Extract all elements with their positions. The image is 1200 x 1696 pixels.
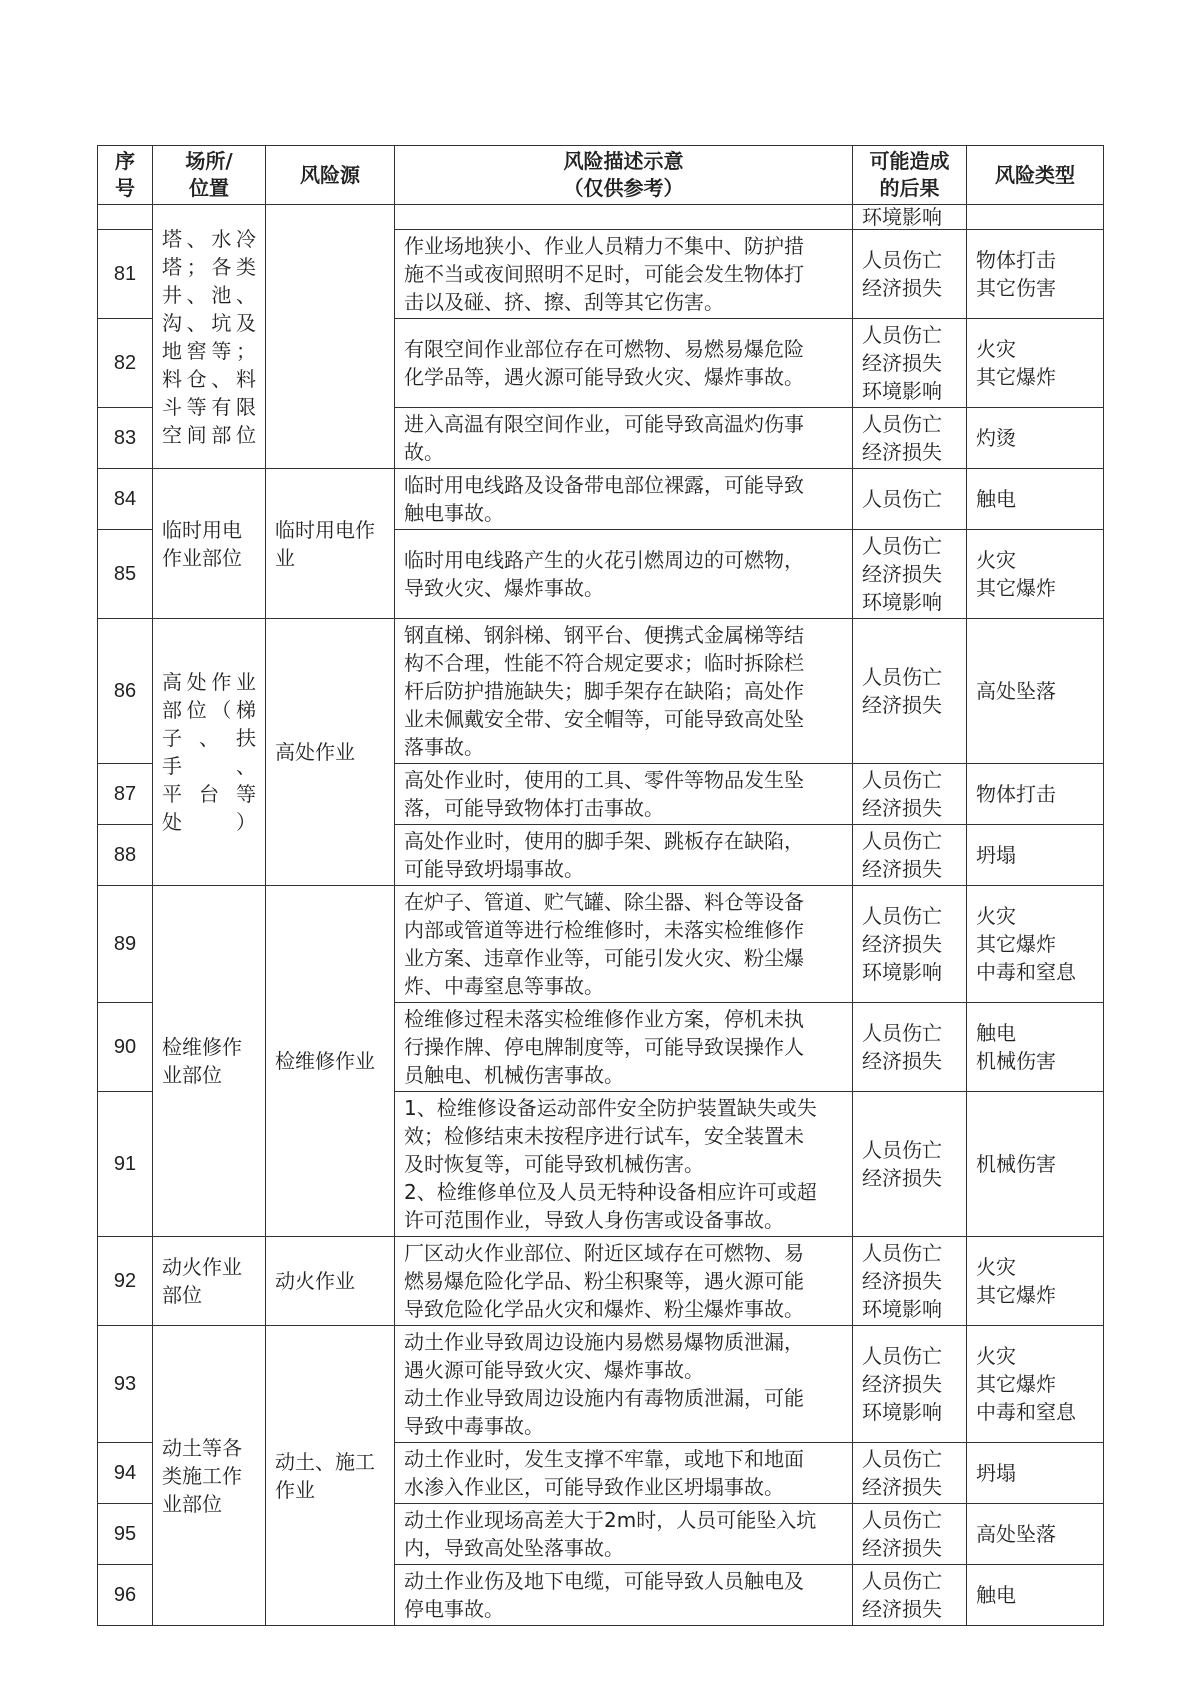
cell-line: 故。 xyxy=(404,440,444,464)
source-cell xyxy=(266,1326,395,1626)
description-cell xyxy=(395,825,853,886)
risk-type-cell xyxy=(967,1092,1104,1237)
cell-line: 动火作业 xyxy=(275,1269,355,1293)
consequence-cell xyxy=(853,1326,967,1443)
cell-line: 高处作业 xyxy=(162,670,256,694)
cell-line: 经济损失 xyxy=(862,857,942,881)
description-cell xyxy=(395,1504,853,1565)
description-cell xyxy=(395,886,853,1003)
cell-line: 人员伤亡 xyxy=(862,1241,942,1265)
cell-line: 类施工作 xyxy=(162,1463,242,1488)
header-no: 序 号 xyxy=(98,146,153,205)
cell-line: 业部位 xyxy=(162,1491,222,1516)
row-number xyxy=(98,205,153,230)
source-cell xyxy=(266,205,395,469)
cell-line: 高处坠落 xyxy=(976,679,1056,703)
cell-line: 其它爆炸 xyxy=(976,365,1056,389)
cell-line: 中毒和窒息 xyxy=(976,960,1076,984)
risk-type-cell xyxy=(967,469,1104,530)
cell-line: 其它爆炸 xyxy=(976,576,1056,600)
consequence-cell xyxy=(853,408,967,469)
cell-line: 动火作业 xyxy=(162,1255,242,1279)
cell-line: 有限空间作业部位存在可燃物、易燃易爆危险 xyxy=(404,337,804,361)
cell-line: 内，导致高处坠落事故。 xyxy=(404,1536,624,1560)
cell-line: 内部或管道等进行检维修时，未落实检维修作 xyxy=(404,918,804,942)
cell-line: 触电 xyxy=(976,487,1016,511)
risk-type-cell xyxy=(967,619,1104,764)
table-row xyxy=(98,886,1104,1003)
risk-type-cell xyxy=(967,319,1104,408)
cell-line: 火灾 xyxy=(976,1255,1016,1279)
cell-line: 塔；各类 xyxy=(162,254,256,279)
row-number: 81 xyxy=(98,230,153,319)
cell-line: 人员伤亡 xyxy=(862,1021,942,1045)
cell-line: 高处作业 xyxy=(275,740,355,764)
row-number: 90 xyxy=(98,1003,153,1092)
row-number: 84 xyxy=(98,469,153,530)
cell-line: 子、扶手、 xyxy=(162,726,256,778)
cell-line: 斗等有限 xyxy=(162,394,256,419)
cell-line: 物体打击 xyxy=(976,248,1056,272)
description-cell xyxy=(395,319,853,408)
cell-line: 火灾 xyxy=(976,548,1016,572)
cell-line: 动土作业导致周边设施内有毒物质泄漏，可能 xyxy=(404,1386,804,1410)
cell-line: 经济损失 xyxy=(862,693,942,717)
cell-line: 人员伤亡 xyxy=(862,1447,942,1471)
cell-line: 平 台 等 xyxy=(162,782,256,806)
cell-line: 经济损失 xyxy=(862,276,942,300)
cell-line: 料仓、料 xyxy=(162,366,256,391)
cell-line: 其它伤害 xyxy=(976,276,1056,300)
cell-line: 进入高温有限空间作业，可能导致高温灼伤事 xyxy=(404,412,804,436)
cell-line: 环境影响 xyxy=(862,590,942,614)
cell-line: 导致中毒事故。 xyxy=(404,1414,544,1438)
risk-table xyxy=(97,145,1104,1626)
risk-type-cell xyxy=(967,1003,1104,1092)
cell-line: 坍塌 xyxy=(976,1461,1016,1485)
cell-line: 人员伤亡 xyxy=(862,665,942,689)
header-type: 风险类型 xyxy=(967,146,1104,205)
cell-line: 井、池、 xyxy=(162,282,256,307)
cell-line: 环境影响 xyxy=(862,960,942,984)
cell-line: 经济损失 xyxy=(862,1597,942,1621)
cell-line: 1、检维修设备运动部件安全防护装置缺失或失 xyxy=(404,1096,817,1120)
cell-line: 临时用电作 xyxy=(275,517,375,542)
table-row xyxy=(98,1237,1104,1326)
row-number: 91 xyxy=(98,1092,153,1237)
risk-type-cell xyxy=(967,408,1104,469)
cell-line: 临时用电 xyxy=(162,517,242,542)
risk-type-cell xyxy=(967,886,1104,1003)
consequence-cell xyxy=(853,1237,967,1326)
cell-line: 经济损失 xyxy=(862,1475,942,1499)
description-cell xyxy=(395,1326,853,1443)
row-number: 86 xyxy=(98,619,153,764)
consequence-cell xyxy=(853,1443,967,1504)
row-number: 85 xyxy=(98,530,153,619)
cell-line: 在炉子、管道、贮气罐、除尘器、料仓等设备 xyxy=(404,890,804,914)
cell-line: 触电 xyxy=(976,1583,1016,1607)
cell-line: 作业场地狭小、作业人员精力不集中、防护措 xyxy=(404,234,804,258)
consequence-cell xyxy=(853,469,967,530)
consequence-cell xyxy=(853,1003,967,1092)
cell-line: 高处作业时，使用的工具、零件等物品发生坠 xyxy=(404,768,804,792)
cell-line: 检维修过程未落实检维修作业方案，停机未执 xyxy=(404,1007,804,1031)
cell-line: 临时用电线路及设备带电部位裸露，可能导致 xyxy=(404,473,804,497)
cell-line: 触电 xyxy=(976,1021,1016,1045)
cell-line: 坍塌 xyxy=(976,843,1016,867)
table-row xyxy=(98,1326,1104,1443)
cell-line: 作业 xyxy=(275,1477,315,1502)
risk-type-cell xyxy=(967,1237,1104,1326)
cell-line: 炸、中毒窒息等事故。 xyxy=(404,974,604,998)
consequence-cell xyxy=(853,886,967,1003)
cell-line: 人员伤亡 xyxy=(862,1138,942,1162)
consequence-cell xyxy=(853,764,967,825)
cell-line: 火灾 xyxy=(976,337,1016,361)
cell-line: 业 xyxy=(275,545,295,570)
cell-line: 经济损失 xyxy=(862,1166,942,1190)
cell-line: 高处作业时，使用的脚手架、跳板存在缺陷， xyxy=(404,829,804,853)
risk-type-cell xyxy=(967,1326,1104,1443)
consequence-cell xyxy=(853,205,967,230)
cell-line: 化学品等，遇火源可能导致火灾、爆炸事故。 xyxy=(404,365,804,389)
description-cell xyxy=(395,205,853,230)
risk-type-cell xyxy=(967,764,1104,825)
consequence-cell xyxy=(853,319,967,408)
cell-line: 业部位 xyxy=(162,1063,222,1087)
cell-line: 人员伤亡 xyxy=(862,768,942,792)
cell-line: 高处坠落 xyxy=(976,1522,1056,1546)
row-number: 87 xyxy=(98,764,153,825)
consequence-cell xyxy=(853,825,967,886)
cell-line: 业方案、违章作业等，可能引发火灾、粉尘爆 xyxy=(404,946,804,970)
cell-line: 沟、坑及 xyxy=(162,310,256,335)
cell-line: 经济损失 xyxy=(862,562,942,586)
cell-line: 经济损失 xyxy=(862,1269,942,1293)
cell-line: 其它爆炸 xyxy=(976,932,1056,956)
cell-line: 人员伤亡 xyxy=(862,412,942,436)
cell-line: 施不当或夜间照明不足时，可能会发生物体打 xyxy=(404,262,804,286)
consequence-cell xyxy=(853,1504,967,1565)
cell-line: 及时恢复等，可能导致机械伤害。 xyxy=(404,1152,704,1176)
cell-line: 落，可能导致物体打击事故。 xyxy=(404,796,664,820)
risk-type-cell xyxy=(967,1443,1104,1504)
cell-line: 燃易爆危险化学品、粉尘积聚等，遇火源可能 xyxy=(404,1269,804,1293)
cell-line: 动土作业导致周边设施内易燃易爆物质泄漏， xyxy=(404,1330,804,1354)
description-cell xyxy=(395,1565,853,1626)
description-cell xyxy=(395,764,853,825)
row-number: 93 xyxy=(98,1326,153,1443)
consequence-cell xyxy=(853,530,967,619)
cell-line: 处） xyxy=(162,810,256,834)
cell-line: 动土作业时，发生支撑不牢靠，或地下和地面 xyxy=(404,1447,804,1471)
description-cell xyxy=(395,1003,853,1092)
cell-line: 动土等各 xyxy=(162,1435,242,1460)
cell-line: 经济损失 xyxy=(862,1049,942,1073)
cell-line: 环境影响 xyxy=(862,205,942,229)
source-cell xyxy=(266,1237,395,1326)
cell-line: 环境影响 xyxy=(862,379,942,403)
description-cell xyxy=(395,1092,853,1237)
cell-line: 人员伤亡 xyxy=(862,904,942,928)
place-cell xyxy=(153,1326,266,1626)
row-number: 95 xyxy=(98,1504,153,1565)
cell-line: 人员伤亡 xyxy=(862,487,942,511)
consequence-cell xyxy=(853,1565,967,1626)
cell-line: 机械伤害 xyxy=(976,1049,1056,1073)
row-number: 82 xyxy=(98,319,153,408)
cell-line: 人员伤亡 xyxy=(862,323,942,347)
cell-line: 其它爆炸 xyxy=(976,1283,1056,1307)
description-cell xyxy=(395,469,853,530)
cell-line: 地窖等； xyxy=(162,338,256,363)
cell-line: 人员伤亡 xyxy=(862,829,942,853)
cell-line: 环境影响 xyxy=(862,1400,942,1424)
source-cell xyxy=(266,619,395,886)
cell-line: 中毒和窒息 xyxy=(976,1400,1076,1424)
cell-line: 许可范围作业，导致人身伤害或设备事故。 xyxy=(404,1208,784,1232)
table-row xyxy=(98,619,1104,764)
cell-line: 效；检修结束未按程序进行试车，安全装置未 xyxy=(404,1124,804,1148)
cell-line: 导致火灾、爆炸事故。 xyxy=(404,576,604,600)
cell-line: 塔、水冷 xyxy=(162,226,256,251)
description-cell xyxy=(395,230,853,319)
place-cell xyxy=(153,205,266,469)
cell-line: 厂区动火作业部位、附近区域存在可燃物、易 xyxy=(404,1241,804,1265)
header-desc: 风险描述示意 （仅供参考） xyxy=(395,146,853,205)
description-cell xyxy=(395,1443,853,1504)
place-cell xyxy=(153,619,266,886)
description-cell xyxy=(395,408,853,469)
cell-line: 击以及碰、挤、擦、刮等其它伤害。 xyxy=(404,290,724,314)
cell-line: 人员伤亡 xyxy=(862,1508,942,1532)
risk-type-cell xyxy=(967,530,1104,619)
description-cell xyxy=(395,619,853,764)
cell-line: 检维修作业 xyxy=(275,1049,375,1073)
place-cell xyxy=(153,469,266,619)
cell-line: 动土作业伤及地下电缆，可能导致人员触电及 xyxy=(404,1569,804,1593)
cell-line: 经济损失 xyxy=(862,351,942,375)
cell-line: 停电事故。 xyxy=(404,1597,504,1621)
cell-line: 水渗入作业区，可能导致作业区坍塌事故。 xyxy=(404,1475,784,1499)
place-cell xyxy=(153,886,266,1237)
cell-line: 钢直梯、钢斜梯、钢平台、便携式金属梯等结 xyxy=(404,623,804,647)
cell-line: 环境影响 xyxy=(862,1297,942,1321)
row-number: 94 xyxy=(98,1443,153,1504)
cell-line: 遇火源可能导致火灾、爆炸事故。 xyxy=(404,1358,704,1382)
cell-line: 构不合理，性能不符合规定要求；临时拆除栏 xyxy=(404,651,804,675)
header-row xyxy=(98,146,1104,205)
cell-line: 部位（梯 xyxy=(162,698,256,722)
row-number: 96 xyxy=(98,1565,153,1626)
risk-type-cell xyxy=(967,230,1104,319)
cell-line: 人员伤亡 xyxy=(862,1569,942,1593)
cell-line: 临时用电线路产生的火花引燃周边的可燃物， xyxy=(404,548,804,572)
cell-line: 空间部位 xyxy=(162,422,256,447)
cell-line: 经济损失 xyxy=(862,1372,942,1396)
cell-line: 作业部位 xyxy=(162,545,242,570)
table-row xyxy=(98,469,1104,530)
description-cell xyxy=(395,530,853,619)
cell-line: 机械伤害 xyxy=(976,1152,1056,1176)
header-source: 风险源 xyxy=(266,146,395,205)
cell-line: 可能导致坍塌事故。 xyxy=(404,857,584,881)
cell-line: 2、检维修单位及人员无特种设备相应许可或超 xyxy=(404,1180,817,1204)
cell-line: 部位 xyxy=(162,1283,202,1307)
cell-line: 经济损失 xyxy=(862,1536,942,1560)
cell-line: 动土作业现场高差大于2m时，人员可能坠入坑 xyxy=(404,1508,817,1532)
table-body xyxy=(98,205,1104,1626)
cell-line: 人员伤亡 xyxy=(862,1344,942,1368)
cell-line: 导致危险化学品火灾和爆炸、粉尘爆炸事故。 xyxy=(404,1297,804,1321)
cell-line: 人员伤亡 xyxy=(862,248,942,272)
place-cell xyxy=(153,1237,266,1326)
risk-type-cell xyxy=(967,1504,1104,1565)
header-place: 场所/ 位置 xyxy=(153,146,266,205)
consequence-cell xyxy=(853,230,967,319)
cell-line: 检维修作 xyxy=(162,1035,242,1059)
source-cell xyxy=(266,469,395,619)
row-number: 92 xyxy=(98,1237,153,1326)
row-number: 89 xyxy=(98,886,153,1003)
cell-line: 人员伤亡 xyxy=(862,534,942,558)
cell-line: 物体打击 xyxy=(976,782,1056,806)
cell-line: 经济损失 xyxy=(862,796,942,820)
risk-type-cell xyxy=(967,1565,1104,1626)
row-number: 83 xyxy=(98,408,153,469)
cell-line: 火灾 xyxy=(976,904,1016,928)
cell-line: 落事故。 xyxy=(404,735,484,759)
cell-line: 经济损失 xyxy=(862,932,942,956)
cell-line: 行操作牌、停电牌制度等，可能导致误操作人 xyxy=(404,1035,804,1059)
risk-type-cell xyxy=(967,205,1104,230)
source-cell xyxy=(266,886,395,1237)
row-number: 88 xyxy=(98,825,153,886)
cell-line: 其它爆炸 xyxy=(976,1372,1056,1396)
cell-line: 动土、施工 xyxy=(275,1449,375,1474)
header-consequence: 可能造成 的后果 xyxy=(853,146,967,205)
cell-line: 业未佩戴安全带、安全帽等，可能导致高处坠 xyxy=(404,707,804,731)
cell-line: 杆后防护措施缺失；脚手架存在缺陷；高处作 xyxy=(404,679,804,703)
description-cell xyxy=(395,1237,853,1326)
risk-type-cell xyxy=(967,825,1104,886)
cell-line: 员触电、机械伤害事故。 xyxy=(404,1063,624,1087)
cell-line: 触电事故。 xyxy=(404,501,504,525)
cell-line: 火灾 xyxy=(976,1344,1016,1368)
consequence-cell xyxy=(853,1092,967,1237)
table-row xyxy=(98,205,1104,230)
cell-line: 经济损失 xyxy=(862,440,942,464)
consequence-cell xyxy=(853,619,967,764)
cell-line: 灼烫 xyxy=(976,426,1016,450)
